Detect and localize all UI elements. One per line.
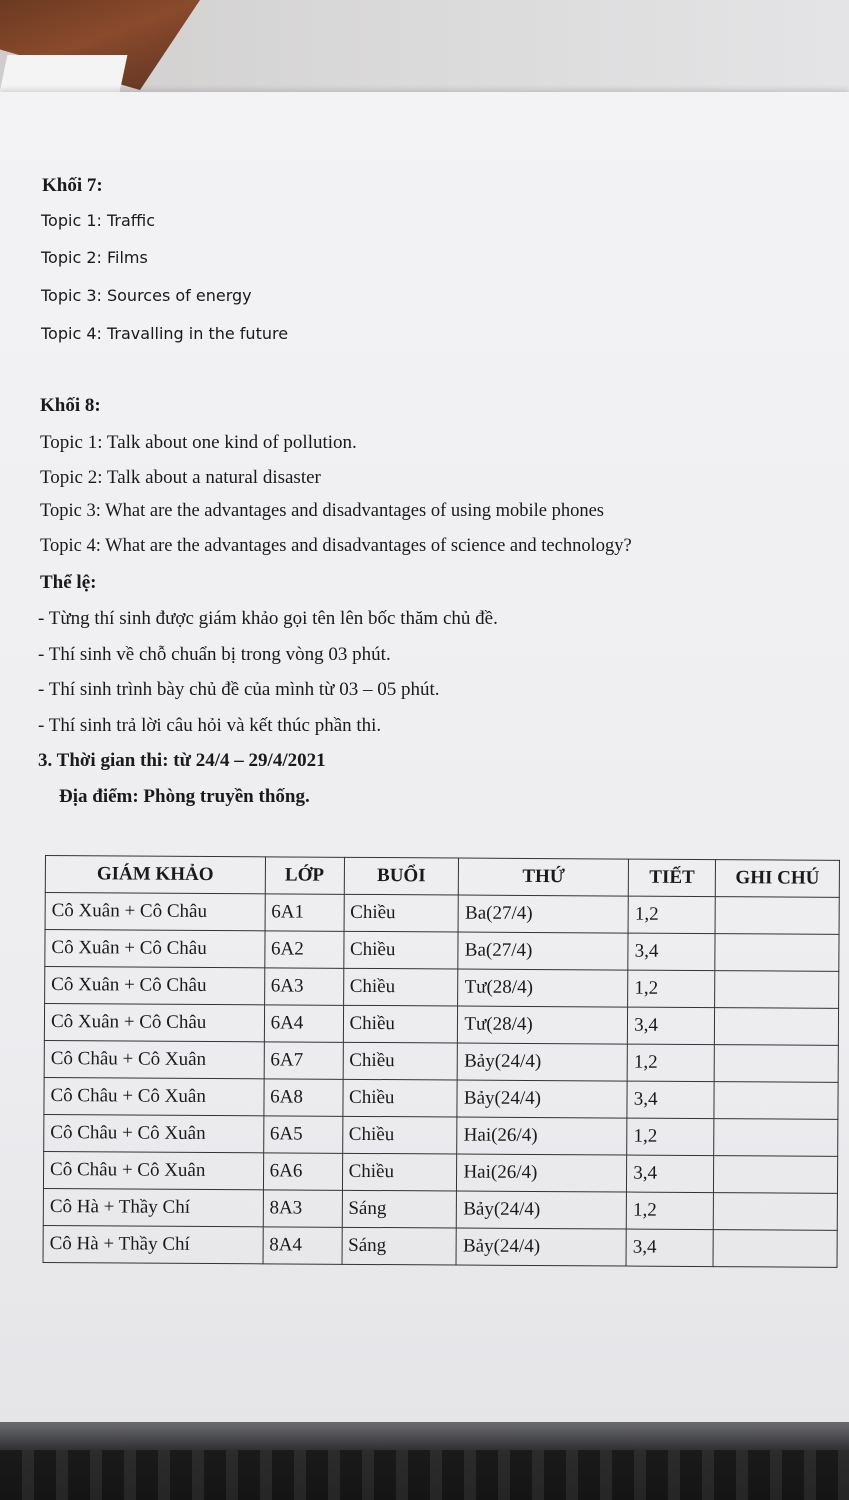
- cell-note: [713, 1193, 837, 1231]
- table-row: [43, 1188, 837, 1230]
- cell-class: 6A2: [264, 931, 343, 968]
- cell-note: [714, 1119, 838, 1157]
- cell-period: 3,4: [628, 933, 715, 971]
- cell-class: 6A5: [263, 1116, 342, 1153]
- cell-period: 1,2: [627, 1044, 714, 1082]
- cell-period: 3,4: [626, 1229, 713, 1267]
- khoi7-topic-4: Topic 4: Travalling in the future: [41, 324, 289, 343]
- cell-day: Hai(26/4): [457, 1154, 627, 1192]
- cell-period: 1,2: [628, 896, 715, 934]
- cell-examiner: Cô Châu + Cô Xuân: [44, 1077, 264, 1115]
- rules-item-3: - Thí sinh trình bày chủ đề của mình từ 03 – 05 phút.: [38, 679, 440, 700]
- cell-day: Bảy(24/4): [458, 1043, 628, 1081]
- header-examiner: GIÁM KHẢO: [45, 856, 265, 894]
- cell-note: [714, 1082, 838, 1120]
- rules-item-2: - Thí sinh về chỗ chuẩn bị trong vòng 03 phút.: [38, 644, 391, 665]
- cell-examiner: Cô Hà + Thầy Chí: [43, 1225, 263, 1263]
- cell-day: Tư(28/4): [458, 1006, 628, 1044]
- cell-examiner: Cô Châu + Cô Xuân: [44, 1114, 264, 1152]
- cell-class: 6A8: [264, 1079, 343, 1116]
- cell-examiner: Cô Hà + Thầy Chí: [43, 1188, 263, 1226]
- table-row: [45, 893, 839, 935]
- cell-note: [714, 1008, 838, 1046]
- cell-session: Chiều: [343, 931, 458, 969]
- table-row: [43, 1151, 837, 1193]
- table-row: [44, 1114, 838, 1156]
- cell-note: [714, 1156, 838, 1194]
- cell-day: Bảy(24/4): [457, 1191, 627, 1229]
- cell-session: Chiều: [342, 1116, 457, 1154]
- cell-period: 1,2: [626, 1192, 713, 1230]
- cell-session: Chiều: [343, 1005, 458, 1043]
- table-row: [45, 930, 839, 972]
- cell-class: 6A6: [263, 1153, 342, 1190]
- rules-item-4: - Thí sinh trả lời câu hỏi và kết thúc phần thi.: [38, 715, 382, 736]
- khoi7-topic-1: Topic 1: Traffic: [41, 211, 156, 230]
- header-note: GHI CHÚ: [715, 860, 839, 898]
- cell-day: Tư(28/4): [458, 969, 628, 1007]
- cell-note: [715, 897, 839, 935]
- cell-class: 6A7: [264, 1042, 343, 1079]
- header-period: TIẾT: [628, 859, 715, 897]
- cell-day: Hai(26/4): [457, 1117, 627, 1155]
- cell-examiner: Cô Châu + Cô Xuân: [44, 1040, 264, 1078]
- khoi8-topic-2: Topic 2: Talk about a natural disaster: [40, 467, 321, 488]
- cell-examiner: Cô Xuân + Cô Châu: [45, 930, 265, 968]
- cell-session: Chiều: [344, 894, 459, 932]
- cell-class: 6A3: [264, 968, 343, 1005]
- khoi7-topic-2: Topic 2: Films: [41, 248, 148, 267]
- cell-class: 6A1: [265, 894, 344, 931]
- cell-period: 3,4: [627, 1155, 714, 1193]
- cell-examiner: Cô Xuân + Cô Châu: [45, 967, 265, 1005]
- cell-session: Chiều: [342, 1153, 457, 1191]
- background-keyboard-strip: [0, 1450, 849, 1500]
- cell-note: [713, 1230, 837, 1268]
- khoi8-topic-1: Topic 1: Talk about one kind of pollution.: [40, 432, 357, 453]
- cell-session: Chiều: [343, 1042, 458, 1080]
- table-header-row: [45, 856, 839, 898]
- rules-item-1: - Từng thí sinh được giám khảo gọi tên lên bốc thăm chủ đề.: [38, 608, 498, 629]
- cell-class: 8A3: [263, 1190, 342, 1227]
- table-row: [45, 967, 839, 1009]
- cell-day: Bảy(24/4): [457, 1080, 627, 1118]
- cell-note: [714, 1045, 838, 1083]
- cell-period: 3,4: [627, 1081, 714, 1119]
- schedule-table: [43, 855, 840, 1268]
- cell-examiner: Cô Xuân + Cô Châu: [45, 893, 265, 931]
- cell-day: Bảy(24/4): [456, 1228, 626, 1266]
- header-session: BUỔI: [344, 857, 459, 895]
- cell-day: Ba(27/4): [458, 932, 628, 970]
- cell-class: 8A4: [263, 1227, 342, 1264]
- cell-examiner: Cô Xuân + Cô Châu: [44, 1004, 264, 1042]
- exam-location: Địa điểm: Phòng truyền thống.: [59, 786, 310, 807]
- cell-session: Chiều: [342, 1079, 457, 1117]
- header-day: THỨ: [459, 858, 629, 896]
- khoi8-topic-4: Topic 4: What are the advantages and disadvantages of science and technology?: [40, 536, 632, 556]
- khoi8-heading: Khối 8:: [40, 395, 101, 416]
- header-class: LỚP: [265, 857, 344, 894]
- table-row: [44, 1040, 838, 1082]
- table-row: [44, 1077, 838, 1119]
- cell-note: [715, 971, 839, 1009]
- cell-period: 1,2: [627, 1118, 714, 1156]
- cell-day: Ba(27/4): [458, 895, 628, 933]
- cell-period: 3,4: [628, 1007, 715, 1045]
- table-row: [44, 1004, 838, 1046]
- cell-note: [715, 934, 839, 972]
- cell-session: Chiều: [343, 968, 458, 1006]
- khoi7-topic-3: Topic 3: Sources of energy: [41, 286, 252, 305]
- cell-examiner: Cô Châu + Cô Xuân: [43, 1151, 263, 1189]
- cell-period: 1,2: [628, 970, 715, 1008]
- khoi8-topic-3: Topic 3: What are the advantages and disadvantages of using mobile phones: [40, 501, 604, 521]
- table-row: [43, 1225, 837, 1267]
- exam-time: 3. Thời gian thi: từ 24/4 – 29/4/2021: [38, 750, 326, 771]
- rules-heading: Thể lệ:: [40, 572, 97, 593]
- cell-session: Sáng: [342, 1227, 457, 1265]
- khoi7-heading: Khối 7:: [42, 175, 103, 196]
- cell-session: Sáng: [342, 1190, 457, 1228]
- cell-class: 6A4: [264, 1005, 343, 1042]
